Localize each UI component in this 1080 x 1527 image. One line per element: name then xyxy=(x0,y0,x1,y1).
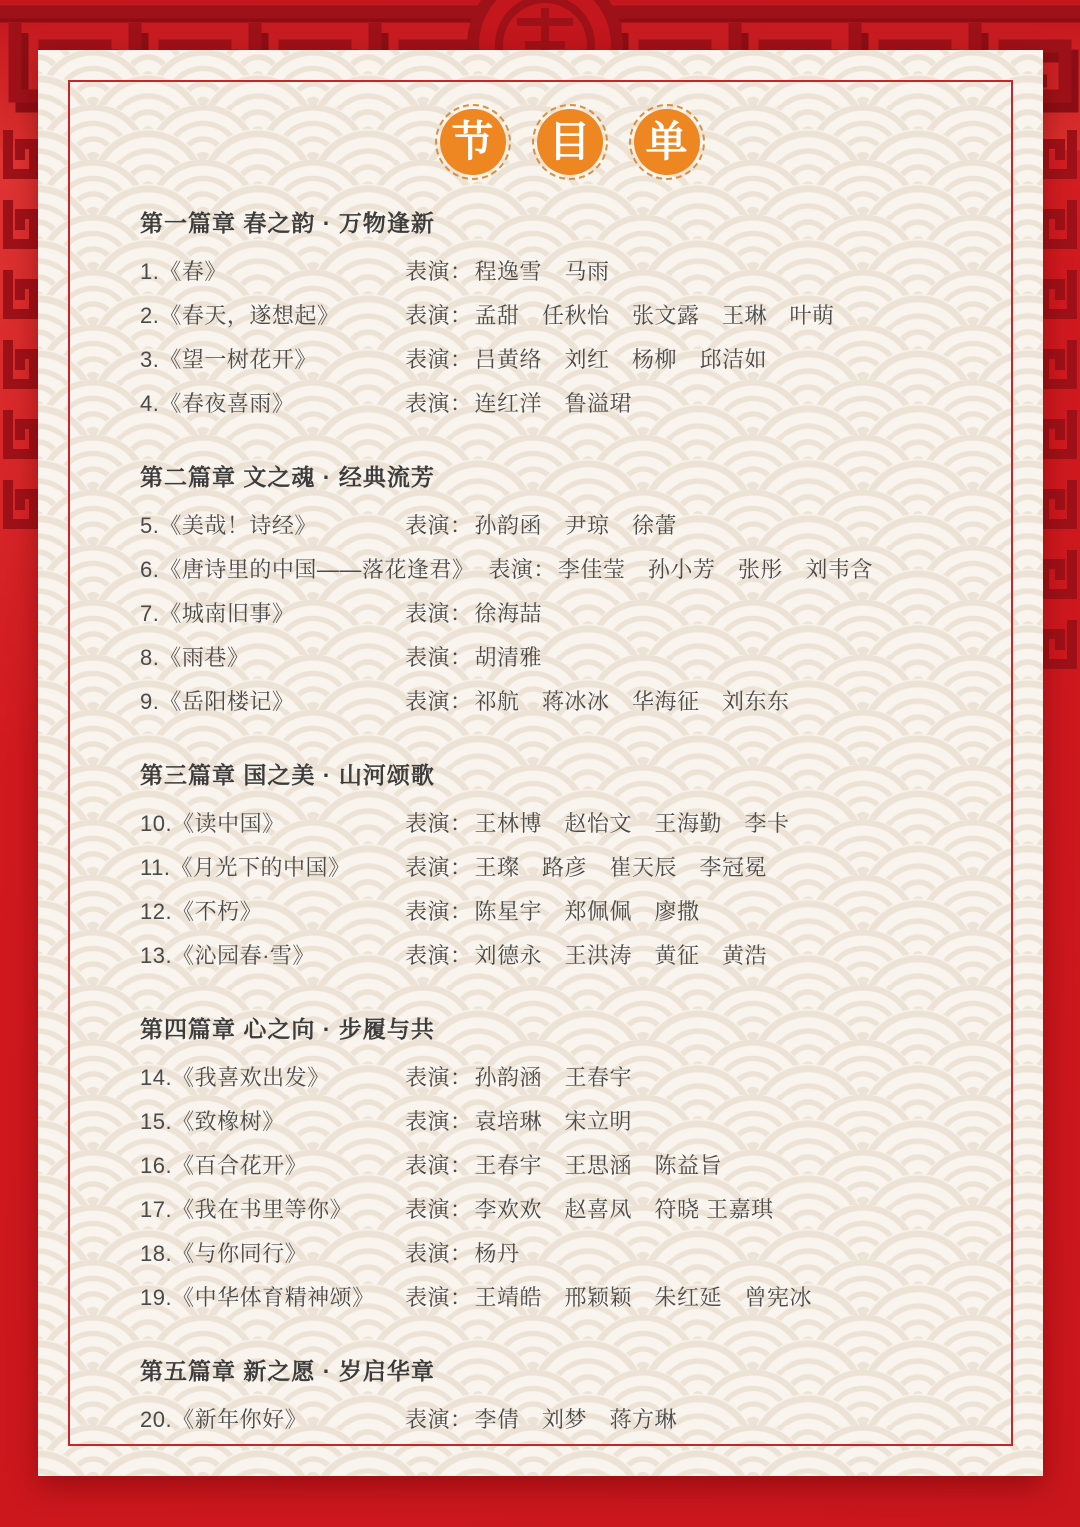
item-number: 10. xyxy=(140,811,173,836)
item-title-cell xyxy=(140,1276,405,1320)
item-number: 13. xyxy=(140,943,173,968)
cast-label: 表演： xyxy=(405,1197,473,1222)
cast-label: 表演： xyxy=(405,1109,473,1134)
cast-label: 表演： xyxy=(405,1285,473,1310)
chapter-section xyxy=(140,1006,985,1320)
cast-names: 祁航 蒋冰冰 华海征 刘东东 xyxy=(474,689,790,714)
item-title-cell xyxy=(140,1188,405,1232)
chapter-items xyxy=(140,250,985,426)
item-title-cell xyxy=(140,250,405,294)
item-number: 14. xyxy=(140,1065,173,1090)
title-char-3: 单 xyxy=(634,109,700,175)
cast-label: 表演： xyxy=(405,1153,473,1178)
cast-names: 王靖皓 邢颖颖 朱红延 曾宪冰 xyxy=(474,1285,813,1310)
item-title: 《我在书里等你》 xyxy=(172,1197,353,1222)
item-number: 17. xyxy=(140,1197,173,1222)
item-cast-cell xyxy=(405,250,610,294)
program-item xyxy=(140,802,985,846)
card-content xyxy=(38,50,1043,1442)
item-cast-cell xyxy=(405,294,835,338)
item-title: 《唐诗里的中国——落花逢君》 xyxy=(159,557,475,582)
item-cast-cell xyxy=(405,680,790,724)
item-title: 《中华体育精神颂》 xyxy=(172,1285,375,1310)
program-item xyxy=(140,680,985,724)
item-cast-cell xyxy=(405,802,790,846)
item-title-cell xyxy=(140,1232,405,1276)
program-item xyxy=(140,548,985,592)
item-title: 《岳阳楼记》 xyxy=(159,689,295,714)
item-title: 《读中国》 xyxy=(172,811,285,836)
cast-names: 袁培琳 宋立明 xyxy=(474,1109,633,1134)
program-item xyxy=(140,1100,985,1144)
chapter-title: 第三篇章 国之美 · 山河颂歌 xyxy=(140,762,435,788)
program-card xyxy=(38,50,1043,1476)
item-cast-cell xyxy=(405,846,767,890)
item-title: 《雨巷》 xyxy=(159,645,250,670)
program-item xyxy=(140,1144,985,1188)
item-title: 《城南旧事》 xyxy=(159,601,295,626)
item-title: 《沁园春·雪》 xyxy=(172,943,315,968)
item-title-cell xyxy=(140,382,405,426)
program-item xyxy=(140,934,985,978)
cast-label: 表演： xyxy=(405,689,473,714)
cast-label: 表演： xyxy=(405,1241,473,1266)
item-cast-cell xyxy=(405,1056,632,1100)
item-title-cell xyxy=(140,934,405,978)
cast-label: 表演： xyxy=(405,943,473,968)
cast-names: 连红洋 鲁溢珺 xyxy=(474,391,633,416)
program-item xyxy=(140,1056,985,1100)
item-number: 16. xyxy=(140,1153,173,1178)
item-title: 《致橡树》 xyxy=(172,1109,285,1134)
chapter-title: 第二篇章 文之魂 · 经典流芳 xyxy=(140,464,435,490)
item-cast-cell xyxy=(405,1398,677,1442)
chapter-section xyxy=(140,1348,985,1442)
item-number: 15. xyxy=(140,1109,173,1134)
cast-label: 表演： xyxy=(405,645,473,670)
item-cast-cell xyxy=(405,1100,632,1144)
cast-label: 表演： xyxy=(405,259,473,284)
item-number: 11. xyxy=(140,855,171,880)
cast-names: 陈星宇 郑佩佩 廖撒 xyxy=(474,899,700,924)
cast-names: 孟甜 任秋怡 张文露 王琳 叶萌 xyxy=(474,303,835,328)
item-title-cell xyxy=(140,636,405,680)
title-char-1: 节 xyxy=(440,109,506,175)
item-title: 《春夜喜雨》 xyxy=(159,391,295,416)
cast-names: 李欢欢 赵喜凤 符晓 王嘉琪 xyxy=(474,1197,774,1222)
item-number: 5. xyxy=(140,513,160,538)
cast-label: 表演： xyxy=(405,855,473,880)
program-item xyxy=(140,338,985,382)
item-title-cell xyxy=(140,1398,405,1442)
chapter-title: 第四篇章 心之向 · 步履与共 xyxy=(140,1016,435,1042)
item-number: 18. xyxy=(140,1241,173,1266)
item-title-cell xyxy=(140,802,405,846)
item-title: 《我喜欢出发》 xyxy=(172,1065,330,1090)
item-cast-cell xyxy=(405,1276,812,1320)
item-cast-cell xyxy=(405,934,767,978)
item-title: 《春天，遂想起》 xyxy=(159,303,340,328)
item-number: 7. xyxy=(140,601,160,626)
chapter-section xyxy=(140,752,985,978)
cast-label: 表演： xyxy=(405,601,473,626)
title-char-2: 目 xyxy=(537,109,603,175)
cast-label: 表演： xyxy=(488,557,556,582)
cast-names: 李佳莹 孙小芳 张彤 刘韦含 xyxy=(557,557,873,582)
item-title-cell xyxy=(140,548,488,592)
program-item xyxy=(140,1232,985,1276)
item-cast-cell xyxy=(405,1232,520,1276)
item-cast-cell xyxy=(405,1188,774,1232)
item-title: 《美哉！诗经》 xyxy=(159,513,317,538)
item-number: 2. xyxy=(140,303,160,328)
item-title-cell xyxy=(140,1100,405,1144)
item-title-cell xyxy=(140,846,405,890)
chapter-items xyxy=(140,504,985,724)
chapter-items xyxy=(140,802,985,978)
item-cast-cell xyxy=(405,1144,722,1188)
item-cast-cell xyxy=(405,636,542,680)
cast-label: 表演： xyxy=(405,303,473,328)
item-title: 《月光下的中国》 xyxy=(170,855,351,880)
title-circle-1 xyxy=(435,104,511,180)
program-item xyxy=(140,890,985,934)
page-title xyxy=(154,104,985,180)
item-title-cell xyxy=(140,504,405,548)
cast-label: 表演： xyxy=(405,1065,473,1090)
left-fret-border-decoration xyxy=(0,130,40,550)
item-number: 8. xyxy=(140,645,160,670)
item-title: 《新年你好》 xyxy=(172,1407,308,1432)
program-item xyxy=(140,382,985,426)
program-item xyxy=(140,636,985,680)
cast-names: 孙韵函 尹琼 徐蕾 xyxy=(474,513,678,538)
item-number: 19. xyxy=(140,1285,173,1310)
item-title: 《望一树花开》 xyxy=(159,347,317,372)
title-circle-2 xyxy=(532,104,608,180)
item-number: 12. xyxy=(140,899,173,924)
chapter-title: 第一篇章 春之韵 · 万物逢新 xyxy=(140,210,435,236)
chapter-title: 第五篇章 新之愿 · 岁启华章 xyxy=(140,1358,435,1384)
item-number: 9. xyxy=(140,689,160,714)
chapter-items xyxy=(140,1056,985,1320)
cast-label: 表演： xyxy=(405,899,473,924)
item-title-cell xyxy=(140,680,405,724)
item-cast-cell xyxy=(405,338,767,382)
item-title-cell xyxy=(140,338,405,382)
cast-label: 表演： xyxy=(405,513,473,538)
item-cast-cell xyxy=(405,504,677,548)
program-item xyxy=(140,592,985,636)
item-number: 1. xyxy=(140,259,160,284)
cast-label: 表演： xyxy=(405,1407,473,1432)
item-title-cell xyxy=(140,1144,405,1188)
item-cast-cell xyxy=(405,592,542,636)
cast-names: 胡清雅 xyxy=(474,645,543,670)
program-item xyxy=(140,1188,985,1232)
cast-label: 表演： xyxy=(405,391,473,416)
cast-names: 刘德永 王洪涛 黄征 黄浩 xyxy=(474,943,768,968)
cast-names: 王璨 路彦 崔天辰 李冠冕 xyxy=(474,855,768,880)
cast-names: 程逸雪 马雨 xyxy=(474,259,610,284)
program-item xyxy=(140,846,985,890)
chapter-section xyxy=(140,454,985,724)
program-list xyxy=(140,200,985,1442)
item-number: 4. xyxy=(140,391,160,416)
cast-names: 王林博 赵怡文 王海勤 李卡 xyxy=(474,811,790,836)
program-item xyxy=(140,294,985,338)
cast-names: 孙韵涵 王春宇 xyxy=(474,1065,633,1090)
item-title-cell xyxy=(140,890,405,934)
item-cast-cell xyxy=(488,548,873,592)
item-title-cell xyxy=(140,592,405,636)
cast-names: 王春宇 王思涵 陈益旨 xyxy=(474,1153,723,1178)
program-item xyxy=(140,1398,985,1442)
item-title: 《与你同行》 xyxy=(172,1241,308,1266)
item-cast-cell xyxy=(405,890,700,934)
item-number: 3. xyxy=(140,347,160,372)
item-title-cell xyxy=(140,294,405,338)
item-number: 20. xyxy=(140,1407,173,1432)
cast-label: 表演： xyxy=(405,811,473,836)
program-item xyxy=(140,1276,985,1320)
item-title: 《百合花开》 xyxy=(172,1153,308,1178)
cast-names: 吕黄络 刘红 杨柳 邱洁如 xyxy=(474,347,768,372)
program-item xyxy=(140,250,985,294)
cast-label: 表演： xyxy=(405,347,473,372)
program-item xyxy=(140,504,985,548)
item-cast-cell xyxy=(405,382,632,426)
cast-names: 徐海喆 xyxy=(474,601,543,626)
item-title-cell xyxy=(140,1056,405,1100)
item-title: 《不朽》 xyxy=(172,899,263,924)
item-title: 《春》 xyxy=(159,259,227,284)
item-number: 6. xyxy=(140,557,160,582)
chapter-items xyxy=(140,1398,985,1442)
chapter-section xyxy=(140,200,985,426)
title-circle-3 xyxy=(629,104,705,180)
cast-names: 杨丹 xyxy=(474,1241,520,1266)
cast-names: 李倩 刘梦 蒋方琳 xyxy=(474,1407,678,1432)
